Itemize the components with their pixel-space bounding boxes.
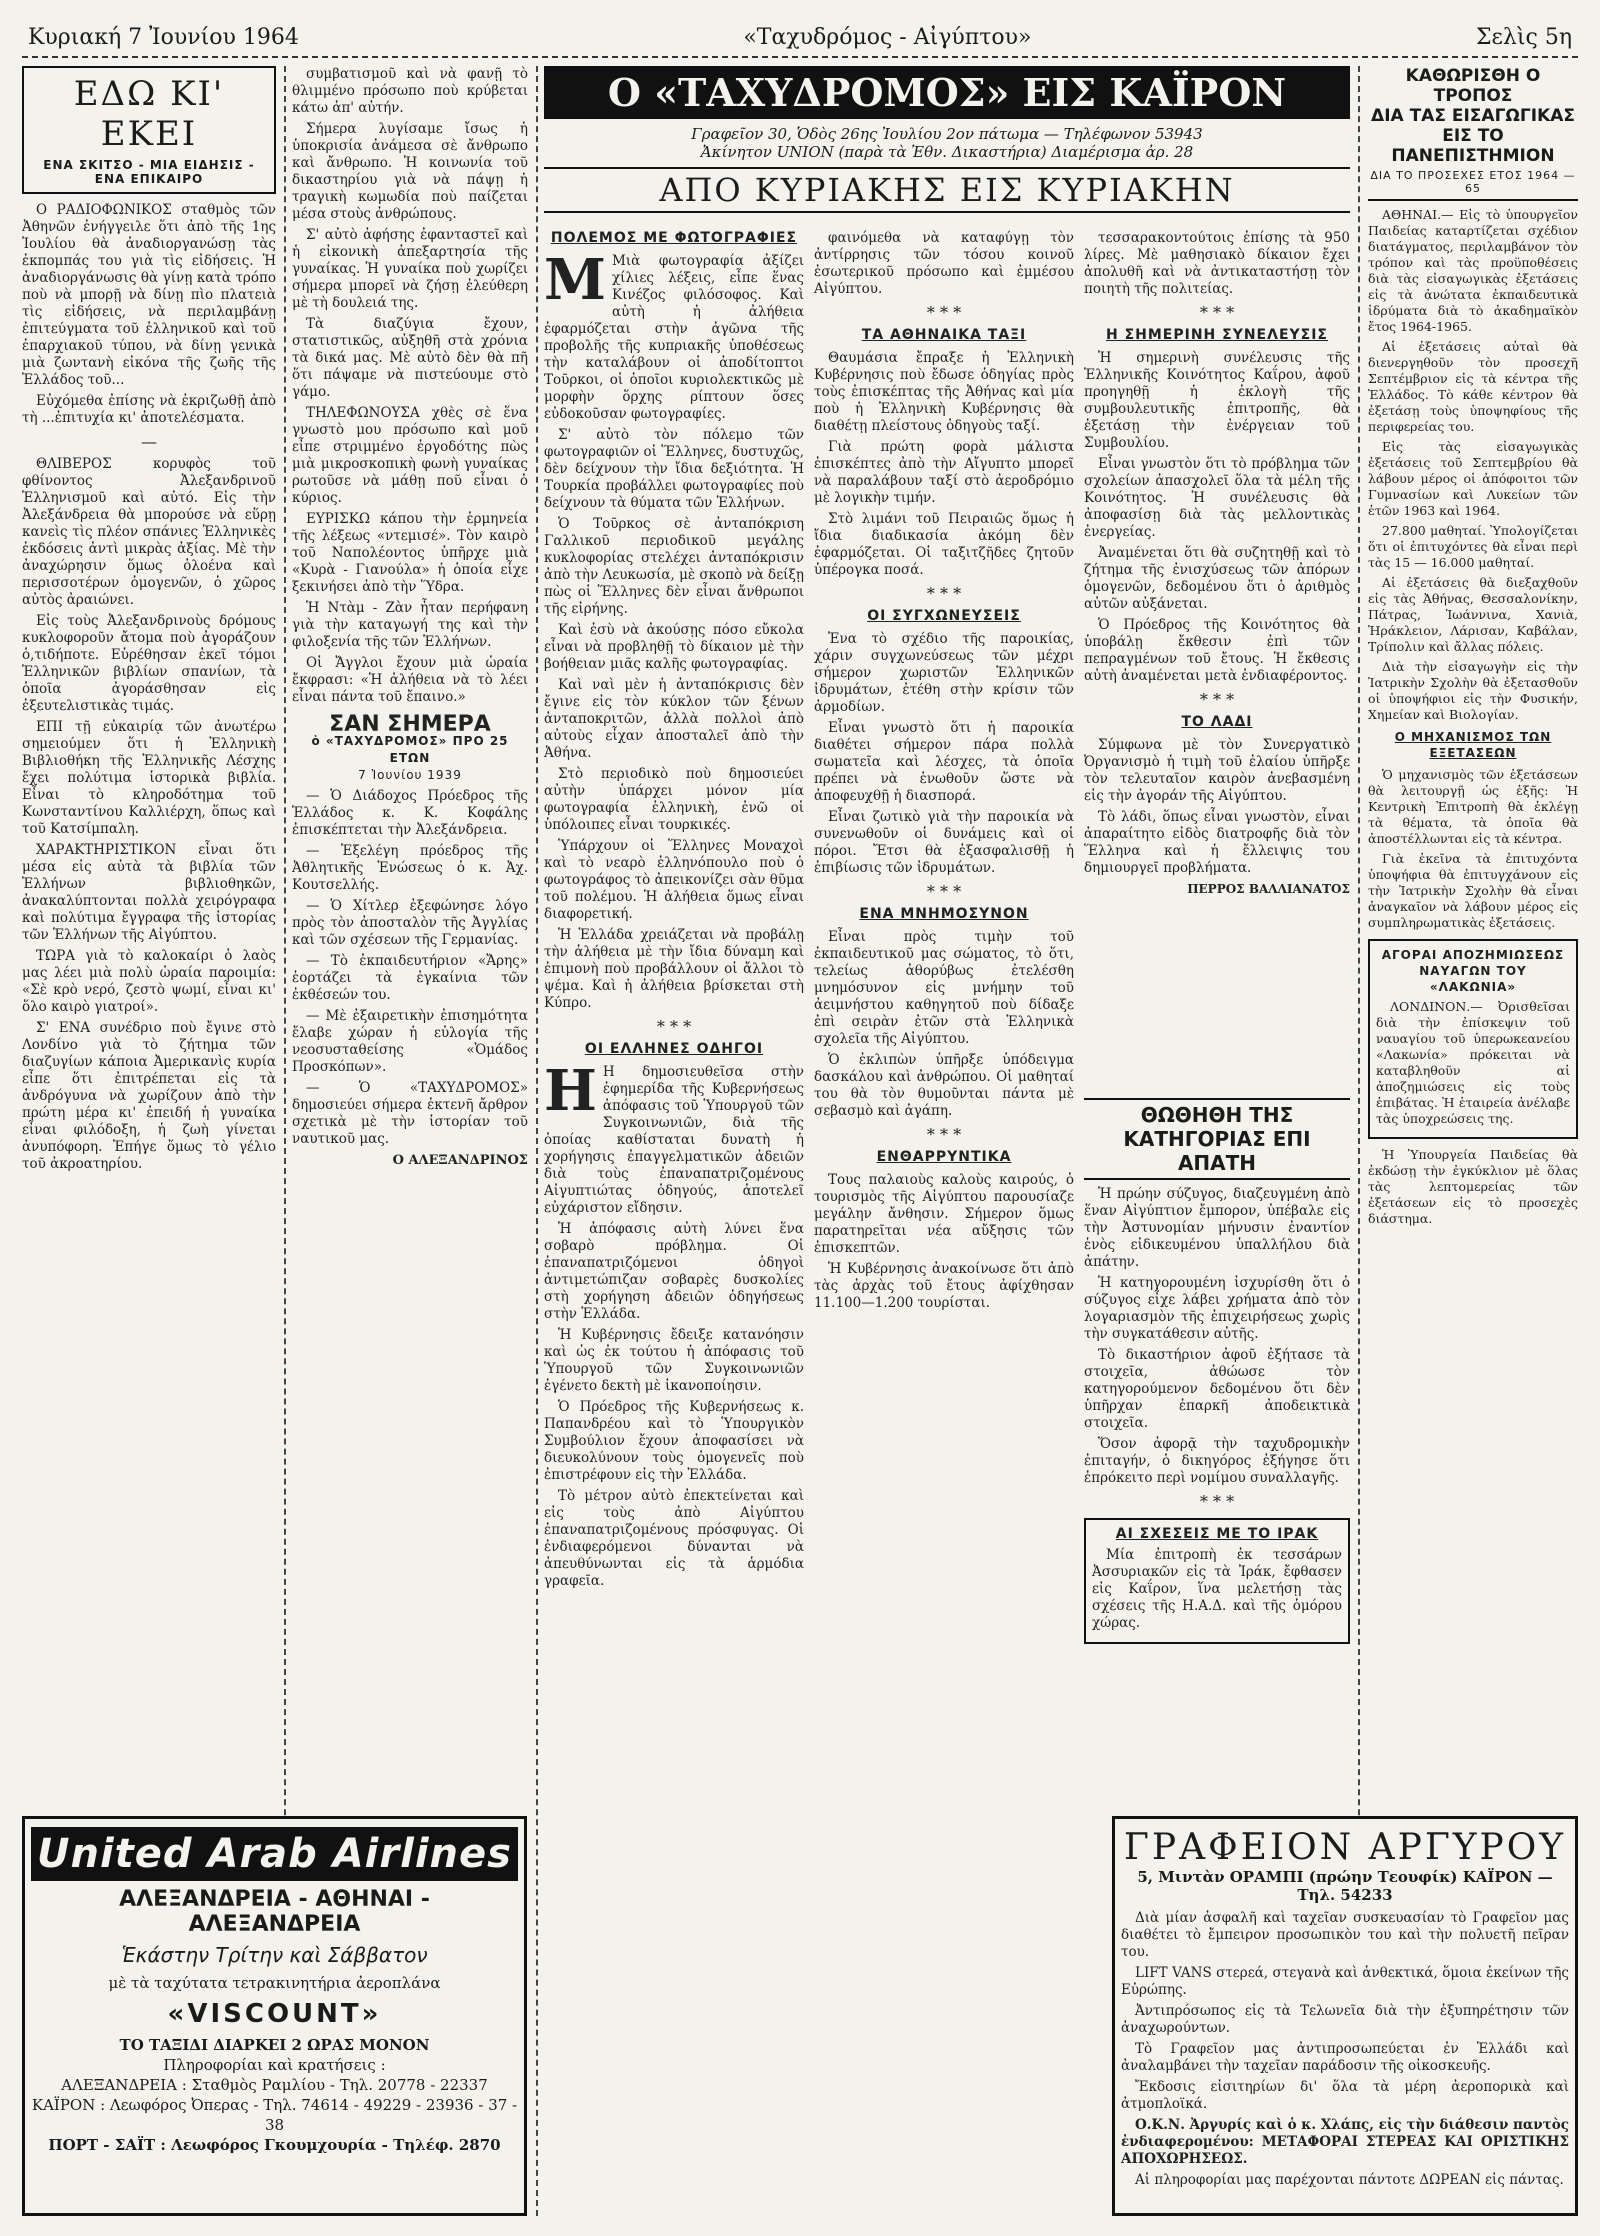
airline-info: Πληροφορίαι καὶ κρατήσεις : xyxy=(163,2056,386,2074)
paragraph: Μ Μιὰ φωτογραφία ἀξίζει χίλιες λέξεις, εἶπε ἕνας Κινέζος φιλόσοφος. Καὶ αὐτὴ ἡ ἀλήθεια ἐφαρμόζεται στὴν ἀγῶνα τῆς προβολῆς τῆς κυπριακῆς ὑποθέσεως τὴν καταλάβουν οἱ ἀποδίτοπτοι Τοῦρκοι, οἱ ὁποῖοι κυριολεκτικῶς μὲ μορφὴν ὅρχης ρίπτουν ὅσες εὐδοκοῦσαν φωτογραφίες. xyxy=(544,247,804,422)
today-subtitle: ὁ «ΤΑΧΥΔΡΟΜΟΣ» ΠΡΟ 25 ΕΤΩΝ xyxy=(311,734,509,765)
paragraph: Διὰ τὴν εἰσαγωγὴν εἰς τὴν Ἰατρικὴν Σχολὴν θὰ ἐξετασθοῦν οἱ ὑποψήφιοι εἰς τὴν Φυσικήν, Χημείαν καὶ Βιολογίαν. xyxy=(1368,659,1578,722)
paragraph: ΤΗΛΕΦΩΝΟΥΣΑ χθὲς σὲ ἕνα γνωστὸ μου πρόσωπο καὶ μοῦ εἶπε στριμμένο ἐργοδότης πὼς μιὰ μικροσκοπικὴ φωνὴ γυναίκας ρωτοῦσε νὰ μάθῃ ποῦ εἶναι ὁ κύριος. xyxy=(292,405,528,506)
paragraph: ΕΠΙ τῇ εὐκαιρίᾳ τῶν ἀνωτέρω σημειούμεν ὅτι ἡ Ἑλληνικὴ Βιβλιοθήκη τῆς Ἑλληνικῆς Λέσχης ἔχει πολύτιμα ἱστορικὰ βιβλία. Εἶναι τὸ κληροδότημα τοῦ Κωνσταντίνου Καλλιέρχη, ὅπως καὶ τοῦ Κατσίμπαλη. xyxy=(22,719,276,837)
today-date: 7 Ἰουνίου 1939 xyxy=(358,768,462,782)
paragraph: Εἰς τοὺς Ἀλεξανδρινοὺς δρόμους κυκλοφοροῦν ἄτομα ποὺ ἀγοράζουν ὁ,τιδήποτε. Εὑρέθησαν ἐκεῖ τόμοι Ἑλληνικῶν βιβλίων σπανίων, τὰ ὁποῖα ἀγοράσθησαν εἰς ἐξευτελιστικὰς τιμάς. xyxy=(22,613,276,714)
byline: ΠΕΡΡΟΣ ΒΑΛΛΙΑΝΑΤΟΣ xyxy=(1187,882,1350,896)
airline-advertisement xyxy=(22,1816,527,2216)
paragraph: Ἡ πρώην σύζυγος, διαζευγμένη ἀπὸ ἕναν Αἰγύπτιον ἔμπορον, ὑπέβαλε εἰς τὴν Ἀστυνομίαν μήνυσιν ἐναντίον ἑνὸς εἰδικευμένου ὑπαλλήλου διὰ ἀπάτην. xyxy=(1084,1186,1350,1270)
section-heading: ΕΝΘΑΡΡΥΝΤΙΚΑ xyxy=(876,1149,1012,1165)
paragraph: Καὶ ἐσὺ νὰ ἀκούσῃς πόσο εὔκολα εἶναι νὰ προβληθῇ τὸ δίκαιον μὲ τὴν βοήθειαν μιᾶς καλῆς φωτογραφίας. xyxy=(544,622,804,672)
column-6 xyxy=(1368,66,1578,1806)
exam-title-4: ΔΙΑ ΤΟ ΠΡΟΣΕΧΕΣ ΕΤΟΣ 1964 — 65 xyxy=(1370,169,1576,195)
paragraph: Εἶναι πρὸς τιμὴν τοῦ ἐκπαιδευτικοῦ μας σώματος, τὸ ὅτι, τελείως ἀθορύβως ἐτελέσθη μνημόσυνον εἰς μνήμην τοῦ ἀειμνήστου καθηγητοῦ ποὺ δίδαξε ἐπὶ σειρὰν ἐτῶν στὰ Ἑλληνικὰ σχολεῖα τῆς Αἰγύπτου. xyxy=(814,929,1074,1047)
column-6-text xyxy=(1368,207,1578,1227)
argyrou-address: 5, Μιντὰν ΟΡΑΜΠΙ (πρώην Τεουφίκ) ΚΑΪΡΟΝ — Τηλ. 54233 xyxy=(1137,1868,1553,1904)
paragraph: Γιὰ ἐκεῖνα τὰ ἐπιτυχόντα ὑποψήφια θὰ ἐπιτυγχάνουν εἰς τὴν Ἰατρικὴν Σχολὴν θὰ εἶναι ἀναγκαῖον νὰ λάβουν μέρος εἰς συμπληρωματικὰς ἐξετάσεις. xyxy=(1368,851,1578,930)
paragraph: Καὶ ναὶ μὲν ἡ ἀνταπόκρισις δὲν ἔγινε εἰς τὸν κύκλον τῶν ξένων ἀνταποκριτῶν, ἀλλὰ πολλοὶ ἀπὸ αὐτοὺς εἶχαν ἀποσταλεῖ ἀπὸ τὴν Ἀθήνα. xyxy=(544,677,804,761)
paragraph: ΑΘΗΝΑΙ.— Εἰς τὸ ὑπουργεῖον Παιδείας καταρτίζεται σχέδιον διατάγματος, περιλαμβάνον τὸν τρόπον καὶ τὰς προϋποθέσεις διὰ τὰς εἰσαγωγικὰς ἐξετάσεις εἰς τὰ ἀνώτατα ἐκπαιδευτικὰ ἱδρύματα διὰ τὸ ἀκαδημαϊκὸν ἔτος 1964-1965. xyxy=(1368,207,1578,334)
banner-address-1: Γραφεῖον 30, Ὁδὸς 26ης Ἰουλίου 2ον πάτωμα — Τηλέφωνον 53943 xyxy=(691,125,1203,143)
paragraph: φαινόμεθα νὰ καταφύγῃ τὸν ἀντίρρησις τῶν τόσου κοινοῦ ἐσωτερικοῦ πρόσωπο καὶ ἐμμέσου Αἰγύπτου. xyxy=(814,230,1074,297)
paragraph: ΛΟΝΔΙΝΟΝ.— Ὀρισθεῖσαι διὰ τὴν ἐπίσκεψιν τοῦ ναυαγίου τοῦ ὑπερωκεανείου «Λακωνία» πρόκειται νὰ καταβληθοῦν αἱ ἀποζημιώσεις εἰς τοὺς ἐπιβάτας. Ἡ ἑταιρεία ἀνέλαβε τὰς ὑποχρεώσεις της. xyxy=(1376,999,1570,1126)
paragraph: — Ὁ Διάδοχος Πρόεδρος τῆς Ἑλλάδος κ. Κ. Κοφάλης ἐπισκέπτεται τὴν Ἀλεξάνδρεια. xyxy=(292,788,528,838)
argyrou-advertisement xyxy=(1112,1816,1578,2216)
paragraph: Σ' αὐτὸ τὸν πόλεμο τῶν φωτογραφιῶν οἱ Ἕλληνες, δυστυχῶς, δὲν δείχνουν τὴν ἴδια δεξιότητα. Ἡ Τουρκία προβάλλει φωτογραφίες ποὺ δείχνουν τὰ θύματα τῶν Ἑλλήνων. xyxy=(544,427,804,511)
paragraph: — Ἐξελέγη πρόεδρος τῆς Ἀθλητικῆς Ἑνώσεως ὁ κ. Ἀχ. Κουτσελλής. xyxy=(292,843,528,893)
column-5-lower: ΘΩΘΗΘΗ ΤΗΣ ΚΑΤΗΓΟΡΙΑΣ ΕΠΙ ΑΠΑΤΗ Ἡ πρώην σύζυγος, διαζευγμένη ἀπὸ ἕναν Αἰγύπτιον ἔμπορον, ὑπέβαλε εἰς τὴν Ἀστυνομίαν μήνυσιν ἐναντίον ἑνὸς εἰδικευμένου ὑπαλλήλου διὰ ἀπάτην. Ἡ κατηγορουμένη ἰσχυρίσθη ὅτι ὁ σύζυγος εἶχε λάβει χρήματα ἀπὸ τὸν λογαριασμὸν τῆς ἐπιχειρήσεως χωρὶς τὴν συγκατάθεσιν αὐτῆς. Τὸ δικαστήριον ἀφοῦ ἐξήτασε τὰ στοιχεῖα, ἀθώωσε τὸν κατηγορούμενον δεδομένου ὅτι δὲν ὑπῆρχαν ἐπαρκῆ ἀποδεικτικὰ στοιχεῖα. Ὅσον ἀφορᾷ τὴν ταχυδρομικὴν ἐπιταγήν, ὁ δικηγόρος ἐξήγησε ὅτι ἐπρόκειτο περὶ νομίμου συναλλαγῆς. * * * ΑΙ ΣΧΕΣΕΙΣ ΜΕ ΤΟ ΙΡΑΚ Μία ἐπιτροπὴ ἐκ τεσσάρων Ἀσσυριακῶν εἰς τὰ Ἰράκ, ἔφθασεν εἰς Καΐρον, ἵνα μελετήσῃ τὰς σχέσεις τῆς Η.Α.Δ. καὶ τῆς ὁμόρου χώρας. xyxy=(1084,1098,1350,2216)
paragraph: Θαυμάσια ἔπραξε ἡ Ἑλληνικὴ Κυβέρνησις ποὺ ἔδωσε ὁδηγίας πρὸς τοὺς ἐπισκέπτας τῆς Ἀθήνας καὶ μία ποὺ ἡ Ἑλληνικὴ Κυβέρνησις θὰ διαθέτῃ πλείστους ὁδηγοὺς ταξί. xyxy=(814,350,1074,434)
paragraph: Εὐχόμεθα ἐπίσης νὰ ἐκριζωθῇ ἀπὸ τὴ ...ἐπιτυχία κι' ἀποτελέσματα. xyxy=(22,393,276,426)
paragraph: ΘΛΙΒΕΡΟΣ κορυφὸς τοῦ φθίνοντος Ἀλεξανδρινοῦ Ἑλληνισμοῦ καὶ αὐτό. Εἰς τὴν Ἀλεξάνδρεια θὰ μπορούσε νὰ εὕρῃ κανεὶς τὶς πλέον σπάνιες Ἑλληνικὲς ἐκδόσεις ἀντὶ μικρὰς ἀξίας. Μὲ τὴν ἀναχώρησιν ὅμως ὁλοένα καὶ περισσοτέρων ὁμογενῶν, ὁ χῶρος αὐτὸς ἀραιώνει. xyxy=(22,456,276,608)
airline-plane: μὲ τὰ ταχύτατα τετρακινητήρια ἀεροπλάνα xyxy=(108,1974,441,1992)
paragraph: Ἡ Κυβέρνησις ἔδειξε κατανόησιν καὶ ὡς ἐκ τούτου ἡ ἀπόφασις τοῦ Ὑπουργοῦ τῶν Συγκοινωνιῶν ἐγένετο δεκτὴ μὲ ἱκανοποίησιν. xyxy=(544,1327,804,1394)
airline-port-said: ΠΟΡΤ - ΣΑΪΤ : Λεωφόρος Γκουμχουρία - Τηλέφ. 2870 xyxy=(48,2136,501,2154)
paragraph: Ὅσον ἀφορᾷ τὴν ταχυδρομικὴν ἐπιταγήν, ὁ δικηγόρος ἐξήγησε ὅτι ἐπρόκειτο περὶ νομίμου συναλλαγῆς. xyxy=(1084,1436,1350,1486)
paragraph: Σ' αὐτὸ ἀφήσης ἐφανταστεῖ καὶ ἡ εἰκονικὴ ἀπεξαρτησία τῆς γυναίκας. Ἡ γυναίκα ποὺ χωρίζει σήμερα μπορεῖ νὰ ζήσῃ ἐλεύθερη μὲ τὴ δουλειά της. xyxy=(292,227,528,311)
paragraph: Στὸ περιοδικὸ ποὺ δημοσιεύει αὐτὴν ὑπάρχει μόνον μία φωτογραφία ἑλληνικὴ, ἐνῶ οἱ ὑπόλοιπες εἶναι τουρκικές. xyxy=(544,766,804,833)
section-title: ΑΠΟ ΚΥΡΙΑΚΗΣ ΕΙΣ ΚΥΡΙΑΚΗΝ xyxy=(544,167,1350,213)
issue-date: Κυριακή 7 Ἰουνίου 1964 xyxy=(22,25,305,50)
section-heading: ΤΑ ΑΘΗΝΑΙΚΑ ΤΑΞΙ xyxy=(861,327,1027,343)
paragraph: — Ὁ Χίτλερ ἐξεφώνησε λόγο πρὸς τὸν ἀποσταλὸν τῆς Ἀγγλίας καὶ τῶν σχέσεων τῆς Γερμανίας. xyxy=(292,898,528,948)
cairo-banner xyxy=(544,66,1350,213)
paragraph: Τους παλαιοὺς καλοὺς καιρούς, ὁ τουρισμὸς τῆς Αἰγύπτου παρουσίαζε μεγάλην ἄνθησιν. Σήμερον ὅμως παρατηρεῖται νέα αὔξησις τῶν ἐπισκεπτῶν. xyxy=(814,1172,1074,1256)
paragraph: Μία ἐπιτροπὴ ἐκ τεσσάρων Ἀσσυριακῶν εἰς τὰ Ἰράκ, ἔφθασεν εἰς Καΐρον, ἵνα μελετήσῃ τὰς σχέσεις τῆς Η.Α.Δ. καὶ τῆς ὁμόρου χώρας. xyxy=(1092,1547,1342,1631)
page-number: Σελὶς 5η xyxy=(1470,25,1578,50)
paragraph: — Ὁ «ΤΑΧΥΔΡΟΜΟΣ» δημοσιεύει σήμερα ἐκτενῆ ἄρθρον σχετικὰ μὲ τὴν ἱστορίαν τοῦ ναυτικοῦ μας. xyxy=(292,1080,528,1147)
iraq-box xyxy=(1084,1518,1350,1644)
airline-route: ΑΛΕΞΑΝΔΡΕΙΑ - ΑΘΗΝΑΙ - ΑΛΕΞΑΝΔΡΕΙΑ xyxy=(119,1887,430,1937)
ad-line: Ο.Κ.Ν. Ἀργυρίς καὶ ὁ κ. Χλάπς, εἰς τὴν διάθεσιν παντὸς ἐνδιαφερομένου: ΜΕΤΑΦΟΡΑΙ ΣΤΕΡΕΑΣ ΚΑΙ ΟΡΙΣΤΙΚΗΣ ΑΠΟΧΩΡΗΣΕΩΣ. xyxy=(1121,2117,1569,2167)
airline-days: Ἑκάστην Τρίτην καὶ Σάββατον xyxy=(121,1943,428,1967)
column-4 xyxy=(814,230,1074,2216)
airline-duration: ΤΟ ΤΑΞΙΔΙ ΔΙΑΡΚΕΙ 2 ΩΡΑΣ ΜΟΝΟΝ xyxy=(119,2036,430,2054)
paragraph: Εἶναι ζωτικὸ γιὰ τὴν παροικία νὰ συνενωθοῦν οἱ δυνάμεις καὶ οἱ πόροι. Ἔτσι θὰ ἐξασφαλισθῇ ἡ ἐπιβίωσις τῶν ἰδρυμάτων. xyxy=(814,809,1074,876)
separator: — xyxy=(141,432,157,451)
paragraph: Ἐνα τὸ σχέδιο τῆς παροικίας, χάριν συγχωνεύσεως τῶν μέχρι σήμερον χωριστῶν Ἑλληνικῶν ἰδρυμάτων, ἐτέθη στὴν κρίσιν τῶν ἀρμοδίων. xyxy=(814,631,1074,715)
laconia-title: ΑΓΟΡΑΙ ΑΠΟΖΗΜΙΩΣΕΩΣ ΝΑΥΑΓΩΝ ΤΟΥ «ΛΑΚΩΝΙΑ» xyxy=(1381,948,1565,994)
section-heading: ΕΝΑ ΜΝΗΜΟΣΥΝΟΝ xyxy=(859,906,1029,922)
kicker: ΠΟΛΕΜΟΣ ΜΕ ΦΩΤΟΓΡΑΦΙΕΣ xyxy=(550,230,798,246)
paragraph: Ὁ Πρόεδρος τῆς Κοινότητος θὰ ὑποβάλῃ ἔκθεσιν ἐπὶ τῶν πεπραγμένων τοῦ ἔτους. Ἡ ἔκθεσις αὐτὴ ἀναμένεται μετὰ ἐνδιαφέροντος. xyxy=(1084,617,1350,684)
paragraph: Ὑπάρχουν οἱ Ἕλληνες Μοναχοὶ καὶ τὸ νεαρὸ ἑλληνόπουλο ποὺ ὁ φωτογράφος τὸ ἀπεικονίζει σὰν θῦμα τοῦ πολέμου. Ἡ ἀλήθεια ὅμως εἶναι διαφορετική. xyxy=(544,838,804,922)
paragraph: Τὰ διαζύγια ἔχουν, στατιστικῶς, αὐξηθῆ στὰ χρόνια τὰ δικά μας. Μὲ αὐτὸ δὲν θὰ πῆ ὅτι πάψαμε νὰ πιστεύουμε στὸ γάμο. xyxy=(292,316,528,400)
exam-header xyxy=(1368,66,1578,201)
paragraph: ΤΩΡΑ γιὰ τὸ καλοκαίρι ὁ λαὸς μας λέει μιὰ πολὺ ὡραία παροιμία: «Σὲ κρὸ νερό, ζεστὸ ψωμί, εἶναι κι' ὅλο καιρὸ γιατροί». xyxy=(22,948,276,1015)
banner-title: Ο «ΤΑΧΥΔΡΟΜΟΣ» ΕΙΣ ΚΑΪΡΟΝ xyxy=(544,66,1350,119)
iraq-title: ΑΙ ΣΧΕΣΕΙΣ ΜΕ ΤΟ ΙΡΑΚ xyxy=(1115,1526,1319,1542)
ad-line: Ἔκδοσις εἰσιτηρίων δι' ὅλα τὰ μέρη ἀεροπορικὰ καὶ ἀτμοπλοϊκά. xyxy=(1121,2079,1569,2112)
paragraph: Τὸ δικαστήριον ἀφοῦ ἐξήτασε τὰ στοιχεῖα, ἀθώωσε τὸν κατηγορούμενον δεδομένου ὅτι δὲν ὑπῆρχαν ἐπαρκῆ ἀποδεικτικὰ στοιχεῖα. xyxy=(1084,1347,1350,1431)
airline-name: United Arab Airlines xyxy=(31,1827,518,1881)
paragraph: ΧΑΡΑΚΤΗΡΙΣΤΙΚΟΝ εἶναι ὅτι μέσα εἰς αὐτὰ τὰ βιβλία τῶν Ἑλλήνων βιβλιοθηκῶν, ἀνακαλύπτονται πολλὰ χειρόγραφα καὶ πολύτιμα ἔγγραφα τῆς ἱστορίας τῶν Ἑλλήνων τῆς Αἰγύπτου. xyxy=(22,842,276,943)
feature-title: ΕΔΩ ΚΙ' ΕΚΕΙ xyxy=(73,74,225,154)
argyrou-name: ΓΡΑΦΕΙΟΝ ΑΡΓΥΡΟΥ xyxy=(1123,1827,1567,1868)
airline-alexandria: ΑΛΕΞΑΝΔΡΕΙΑ : Σταθμὸς Ραμλίου - Τηλ. 20778 - 22337 xyxy=(61,2076,488,2094)
ad-line: Τὸ Γραφεῖον μας ἀντιπροσωπεύεται ἐν Ἑλλάδι καὶ ἀναλαμβάνει τὴν ταχεῖαν παράδοσιν τῆς οἰκοσκευῆς. xyxy=(1121,2041,1569,2074)
paragraph: Ὁ ἐκλιπὼν ὑπῆρξε ὑπόδειγμα δασκάλου καὶ ἀνθρώπου. Οἱ μαθηταί του θὰ τὸν θυμοῦνται πάντα μὲ σεβασμὸ καὶ ἀγάπη. xyxy=(814,1052,1074,1119)
airline-cairo: ΚΑΪΡΟΝ : Λεωφόρος Ὀπερας - Τηλ. 74614 - 49229 - 23936 - 37 - 38 xyxy=(31,2096,518,2134)
paragraph: 27.800 μαθηταί. Ὑπολογίζεται ὅτι οἱ ἐπιτυχόντες θὰ εἶναι περὶ τὰς 15 — 16.000 μαθηταί. xyxy=(1368,523,1578,570)
column-1-text xyxy=(22,202,276,1173)
paper-name: «Ταχυδρόμος - Αἰγύπτου» xyxy=(737,25,1037,50)
paragraph: — Τὸ ἐκπαιδευτήριον «Ἄρης» ἑορτάζει τὰ ἐγκαίνια τῶν ἐκθέσεών του. xyxy=(292,953,528,1003)
ad-line: LIFT VANS στερεά, στεγανὰ καὶ ἀνθεκτικά, ὅμοια ἐκείνων τῆς Εὐρώπης. xyxy=(1121,1965,1569,1998)
section-heading: ΟΙ ΣΥΓΧΩΝΕΥΣΕΙΣ xyxy=(867,608,1021,624)
paragraph: Ἡ Ντὰμ - Ζὰν ἦταν περήφανη γιὰ τὴν καταγωγή της καὶ τὴν φιλοξενία τῆς τῶν Ἑλλήνων. xyxy=(292,600,528,650)
feature-header-box xyxy=(22,66,276,194)
signature: Ο ΑΛΕΞΑΝΔΡΙΝΟΣ xyxy=(392,1153,528,1168)
column-2 xyxy=(292,66,528,1806)
exam-title-2: ΔΙΑ ΤΑΣ ΕΙΣΑΓΩΓΙΚΑΣ xyxy=(1371,106,1575,126)
paragraph: Γιὰ πρώτη φορὰ μάλιστα ἐπισκέπτες ἀπὸ τὴν Αἴγυπτο μπορεῖ νὰ παραλάβουν ταξί στὸ ἀεροδρόμιο μὲ λογικὴν τιμήν. xyxy=(814,439,1074,506)
paragraph: Ἡ σημερινὴ συνέλευσις τῆς Ἑλληνικῆς Κοινότητος Καΐρου, ἀφοῦ προηγηθῇ ἡ ἐκλογὴ τῆς συμβουλευτικῆς ἐπιτροπῆς, θὰ ἐξετάσῃ τὴν ἐνέργειαν τοῦ Συμβουλίου. xyxy=(1084,350,1350,451)
column-5-text: τεσσαρακοντούτοις ἐπίσης τὰ 950 λίρες. Μὲ μαθησιακὸ δίκαιον ἔχει ἀπολυθῆ καὶ νὰ ἀντικαταστήσῃ τὸν ποιητὴ τῆς πολιτείας. * * * Η ΣΗΜΕΡΙΝΗ ΣΥΝΕΛΕΥΣΙΣ Ἡ σημερινὴ συνέλευσις τῆς Ἑλληνικῆς Κοινότητος Καΐρου, ἀφοῦ προηγηθῇ ἡ ἐκλογὴ τῆς συμβουλευτικῆς ἐπιτροπῆς, θὰ ἐξετάσῃ τὴν ἐνέργειαν τοῦ Συμβουλίου. Εἶναι γνωστὸν ὅτι τὸ πρόβλημα τῶν σχολείων ἀπασχολεῖ ὅλα τὰ μέλη τῆς Κοινότητος. Ἡ συνέλευσις θὰ ἀποφασίσῃ διὰ τὰς μελλοντικὰς ἐνεργείας. Ἀναμένεται ὅτι θὰ συζητηθῇ καὶ τὸ ζήτημα τῆς ἐνισχύσεως τῶν ἀπόρων ὁμογενῶν, δεδομένου ὅτι ὁ ἀριθμὸς αὐτῶν αὐξάνεται. Ὁ Πρόεδρος τῆς Κοινότητος θὰ ὑποβάλῃ ἔκθεσιν ἐπὶ τῶν πεπραγμένων τοῦ ἔτους. Ἡ ἔκθεσις αὐτὴ ἀναμένεται μετὰ ἐνδιαφέροντος. * * * ΤΟ ΛΑΔΙ Σύμφωνα μὲ τὸν Συνεργατικὸ Ὀργανισμὸ ἡ τιμὴ τοῦ ἐλαίου ὑπῆρξε τὸν τελευταῖον καιρὸν ἀνεβασμένη εἰς τὴν ἀγοράν τῆς Αἰγύπτου. Τὸ λάδι, ὅπως εἶναι γνωστὸν, εἶναι ἀπαραίτητο εἰδὸς διατροφῆς διὰ τὸν Ἕλληνα καὶ ἡ ἔλλειψις του δημιουργεῖ προβλήματα. ΠΕΡΡΟΣ ΒΑΛΛΙΑΝΑΤΟΣ xyxy=(1084,230,1350,896)
paragraph: Ἀναμένεται ὅτι θὰ συζητηθῇ καὶ τὸ ζήτημα τῆς ἐνισχύσεως τῶν ἀπόρων ὁμογενῶν, δεδομένου ὅτι ὁ ἀριθμὸς αὐτῶν αὐξάνεται. xyxy=(1084,545,1350,612)
paragraph: ΕΥΡΙΣΚΩ κάπου τὴν ἑρμηνεία τῆς λέξεως «ντεμισέ». Τὸν καιρὸ τοῦ Ναπολέοντος ὑπῆρχε μιὰ «Κυρὰ - Γιανούλα» ἡ ὁποία εἶχε ξεκινήσει ἀπὸ τὴν Ὕδρα. xyxy=(292,511,528,595)
feature-subtitle: ΕΝΑ ΣΚΙΤΣΟ - ΜΙΑ ΕΙΔΗΣΙΣ - ΕΝΑ ΕΠΙΚΑΙΡΟ xyxy=(43,158,255,186)
exam-title-1: ΚΑΘΩΡΙΣΘΗ Ο ΤΡΟΠΟΣ xyxy=(1405,66,1541,106)
paragraph: Οἱ Ἄγγλοι ἔχουν μιὰ ὡραία ἔκφρασι: «Ἡ ἀλήθεια νὰ τὸ λέει εἶναι πάντα τοῦ ἔπαινο.» xyxy=(292,655,528,705)
ad-line: Ἀντιπρόσωπος εἰς τὰ Τελωνεῖα διὰ τὴν ἐξυπηρέτησιν τῶν ἀναχωρούντων. xyxy=(1121,2003,1569,2036)
column-3-text: ΠΟΛΕΜΟΣ ΜΕ ΦΩΤΟΓΡΑΦΙΕΣ Μ Μιὰ φωτογραφία ἀξίζει χίλιες λέξεις, εἶπε ἕνας Κινέζος φιλόσοφος. Καὶ αὐτὴ ἡ ἀλήθεια ἐφαρμόζεται στὴν ἀγῶνα τῆς προβολῆς τῆς κυπριακῆς ὑποθέσεως τὴν καταλάβουν οἱ ἀποδίτοπτοι Τοῦρκοι, οἱ ὁποῖοι κυριολεκτικῶς μὲ μορφὴν ὅρχης ρίπτουν ὅσες εὐδοκοῦσαν φωτογραφίες. Σ' αὐτὸ τὸν πόλεμο τῶν φωτογραφιῶν οἱ Ἕλληνες, δυστυχῶς, δὲν δείχνουν τὴν ἴδια δεξιότητα. Ἡ Τουρκία προβάλλει φωτογραφίες ποὺ δείχνουν τὰ θύματα τῶν Ἑλλήνων. Ὁ Τοῦρκος σὲ ἀνταπόκριση Γαλλικοῦ περιοδικοῦ μεγάλης κυκλοφορίας στελέχει ἀνταπόκρισιν ἀπὸ τὴν Λευκωσία, μὲ σκοπὸ νὰ δείξῃ πὼς οἱ Ἕλληνες δὲν εἶναι ἄνθρωποι τῆς εἰρήνης. Καὶ ἐσὺ νὰ ἀκούσῃς πόσο εὔκολα εἶναι νὰ προβληθῇ τὸ δίκαιον μὲ τὴν βοήθειαν μιᾶς καλῆς φωτογραφίας. Καὶ ναὶ μὲν ἡ ἀνταπόκρισις δὲν ἔγινε εἰς τὸν κύκλον τῶν ξένων ἀνταποκριτῶν, ἀλλὰ πολλοὶ ἀπὸ αὐτοὺς εἶχαν ἀποσταλεῖ ἀπὸ τὴν Ἀθήνα. Στὸ περιοδικὸ ποὺ δημοσιεύει αὐτὴν ὑπάρχει μόνον μία φωτογραφία ἑλληνικὴ, ἐνῶ οἱ ὑπόλοιπες εἶναι τουρκικές. Ὑπάρχουν οἱ Ἕλληνες Μοναχοὶ καὶ τὸ νεαρὸ ἑλληνόπουλο ποὺ ὁ φωτογράφος τὸ ἀπεικονίζει σὰν θῦμα τοῦ πολέμου. Ἡ ἀλήθεια ὅμως εἶναι διαφορετική. Ἡ Ἑλλάδα χρειάζεται νὰ προβάλῃ τὴν ἀλήθεια μὲ τὴν ἴδια δύναμη καὶ ἐπιμονὴ ποὺ προβάλλουν οἱ ἄλλοι τὸ ψέμα. Καὶ ἡ ἀλήθεια βρίσκεται στὴ Κύπρο. * * * ΟΙ ΕΛΛΗΝΕΣ ΟΔΗΓΟΙ Η Η δημοσιευθεῖσα στὴν ἐφημερίδα τῆς Κυβερνήσεως ἀπόφασις τοῦ Ὑπουργοῦ τῶν Συγκοινωνιῶν, διὰ τῆς ὁποίας καθίσταται δυνατὴ ἡ χορήγησις ἐπαγγελματικῶν ἀδειῶν διὰ τοὺς ἐπαναπατριζομένους Αἰγυπτιώτας ὁδηγούς, ἀποτελεῖ εὐχάριστον εἴδησιν. Ἡ ἀπόφασις αὐτὴ λύνει ἕνα σοβαρὸ πρόβλημα. Οἱ ἐπαναπατριζόμενοι ὁδηγοὶ ἀντιμετώπιζαν σοβαρὲς δυσκολίες στὴ χορήγηση ἀδειῶν ὁδηγήσεως στὴν Ἑλλάδα. Ἡ Κυβέρνησις ἔδειξε κατανόησιν καὶ ὡς ἐκ τούτου ἡ ἀπόφασις τοῦ Ὑπουργοῦ τῶν Συγκοινωνιῶν ἐγένετο δεκτὴ μὲ ἱκανοποίησιν. Ὁ Πρόεδρος τῆς Κυβερνήσεως κ. Παπανδρέου καὶ τὸ Ὑπουργικὸν Συμβούλιον ἔχουν ἀποφασίσει νὰ διευκολύνουν τοὺς ὁμογενεῖς ποὺ ἐπιστρέφουν εἰς τὴν Ἑλλάδα. Τὸ μέτρον αὐτὸ ἐπεκτείνεται καὶ εἰς τοὺς ἀπὸ Αἰγύπτου ἐπαναπατριζομένους πρόσφυγας. Οἱ ἐνδιαφερόμενοι δύνανται νὰ ἀπευθύνωνται εἰς τὰ ἁρμόδια γραφεῖα. xyxy=(544,230,804,1589)
newspaper-page xyxy=(22,18,1578,2218)
banner-address-2: Ἀκίνητον UNION (παρὰ τὰ Ἐθν. Δικαστήρια) Διαμέρισμα ἀρ. 28 xyxy=(700,143,1194,161)
ad-line: Διὰ μίαν ἀσφαλῆ καὶ ταχεῖαν συσκευασίαν τὸ Γραφεῖον μας διαθέτει τὸ ἔμπειρον προσωπικὸν του καὶ τὴν πολυετῆ πεῖραν του. xyxy=(1121,1910,1569,1960)
paragraph: Σήμερα λυγίσαμε ἴσως ἡ ὑποκρισία ἀνάμεσα σὲ ἄνθρωπο καὶ ἄνθρωπο. Ἡ κοινωνία τοῦ δικαστηρίου γιὰ νὰ πάψῃ ἡ τραγικὴ κωμωδία ποὺ παίζεται μέσα στοὺς ἀνθρώπους. xyxy=(292,121,528,222)
paragraph: συμβατισμοῦ καὶ νὰ φανῇ τὸ θλιμμένο πρόσωπο ποὺ κρύβεται κάτω ἀπ' αὐτήν. xyxy=(292,66,528,116)
paragraph: τεσσαρακοντούτοις ἐπίσης τὰ 950 λίρες. Μὲ μαθησιακὸ δίκαιον ἔχει ἀπολυθῆ καὶ νὰ ἀντικαταστήσῃ τὸν ποιητὴ τῆς πολιτείας. xyxy=(1084,230,1350,297)
today-title: ΣΑΝ ΣΗΜΕΡΑ xyxy=(329,712,491,737)
laconia-box xyxy=(1368,939,1578,1139)
running-header xyxy=(22,18,1578,58)
fraud-headline: ΘΩΘΗΘΗ ΤΗΣ ΚΑΤΗΓΟΡΙΑΣ ΕΠΙ ΑΠΑΤΗ xyxy=(1084,1098,1350,1180)
paragraph: Στὸ λιμάνι τοῦ Πειραιῶς ὅμως ἡ ἴδια διαδικασία ἀκόμη δὲν ἐφαρμόζεται. Οἱ ταξιτζῆδες ζητοῦν ὑπέρογκα ποσά. xyxy=(814,511,1074,578)
paragraph: Ἡ Κυβέρνησις ἀνακοίνωσε ὅτι ἀπὸ τὰς ἀρχὰς τοῦ ἔτους ἀφίχθησαν 11.100—1.200 τουρίσται. xyxy=(814,1261,1074,1311)
paragraph: Εἶναι γνωστὸν ὅτι τὸ πρόβλημα τῶν σχολείων ἀπασχολεῖ ὅλα τὰ μέλη τῆς Κοινότητος. Ἡ συνέλευσις θὰ ἀποφασίσῃ διὰ τὰς μελλοντικὰς ἐνεργείας. xyxy=(1084,456,1350,540)
column-rule xyxy=(536,66,538,2216)
paragraph: — Μὲ ἐξαιρετικὴν ἐπισημότητα ἔλαβε χώραν ἡ εὐλογία τῆς νεοσυσταθείσης «Ὁμάδος Προσκόπων». xyxy=(292,1008,528,1075)
paragraph: Ο ΡΑΔΙΟΦΩΝΙΚΟΣ σταθμὸς τῶν Ἀθηνῶν ἐνήγγειλε ὅτι ἀπὸ τῆς 1ης Ἰουλίου θὰ ἀναδιοργανώσῃ τὰς ἐκπομπάς του γιὰ τὶς εἰδήσεις. Ἡ ἀναδιοργάνωσις θὰ γίνῃ κατὰ τρόπο ποὺ νὰ μπορῇ νὰ δίνῃ πὶο πλατειὰ τὶς εἰδήσεις, νὰ περιλαμβάνῃ ἐπιτεύγματα τοῦ ἑλληνικοῦ καὶ τοῦ ἐπαρχιακοῦ τύπου, νὰ δίνῃ γενικὰ μιὰ ζωντανὴ εἰκόνα τῆς ζωῆς τῆς Ἑλλάδος τοῦ... xyxy=(22,202,276,388)
paragraph: Αἱ ἐξετάσεις θὰ διεξαχθοῦν εἰς τὰς Ἀθήνας, Θεσσαλονίκην, Πάτρας, Ἰωάννινα, Χανιὰ, Ἡράκλειον, Λάρισαν, Καβάλαν, Τρίπολιν καὶ ἄλλας πόλεις. xyxy=(1368,575,1578,654)
paragraph: Ἡ Ἑλλάδα χρειάζεται νὰ προβάλῃ τὴν ἀλήθεια μὲ τὴν ἴδια δύναμη καὶ ἐπιμονὴ ποὺ προβάλλουν οἱ ἄλλοι τὸ ψέμα. Καὶ ἡ ἀλήθεια βρίσκεται στὴ Κύπρο. xyxy=(544,927,804,1011)
paragraph: Ἡ Ὑπουργεία Παιδείας θὰ ἐκδώσῃ τὴν ἐγκύκλιον μὲ ὅλας τὰς λεπτομερείας τῶν ἐξετάσεων εἰς τὸ προσεχὲς διάστημα. xyxy=(1368,1147,1578,1226)
paragraph: Εἶναι γνωστὸ ὅτι ἡ παροικία διαθέτει σήμερον πάρα πολλὰ σωματεῖα καὶ λέσχες, τὰ ὁποῖα πρέπει νὰ ἑνωθοῦν ὥστε νὰ ἀποφευχθῇ ἡ διασπορά. xyxy=(814,720,1074,804)
section-heading: ΤΟ ΛΑΔΙ xyxy=(1181,714,1253,730)
paragraph: Σύμφωνα μὲ τὸν Συνεργατικὸ Ὀργανισμὸ ἡ τιμὴ τοῦ ἐλαίου ὑπῆρξε τὸν τελευταῖον καιρὸν ἀνεβασμένη εἰς τὴν ἀγοράν τῆς Αἰγύπτου. xyxy=(1084,737,1350,804)
ad-line: Αἱ πληροφορίαι μας παρέχονται πάντοτε ΔΩΡΕΑΝ εἰς πάντας. xyxy=(1135,2172,1564,2188)
paragraph: Ὁ Τοῦρκος σὲ ἀνταπόκριση Γαλλικοῦ περιοδικοῦ μεγάλης κυκλοφορίας στελέχει ἀνταπόκρισιν ἀπὸ τὴν Λευκωσία, μὲ σκοπὸ νὰ δείξῃ πὼς οἱ Ἕλληνες δὲν εἶναι ἄνθρωποι τῆς εἰρήνης. xyxy=(544,516,804,617)
paragraph: Τὸ λάδι, ὅπως εἶναι γνωστὸν, εἶναι ἀπαραίτητο εἰδὸς διατροφῆς διὰ τὸν Ἕλληνα καὶ ἡ ἔλλειψις του δημιουργεῖ προβλήματα. xyxy=(1084,809,1350,876)
paragraph: Σ' ΕΝΑ συνέδριο ποὺ ἔγινε στὸ Λονδίνο γιὰ τὸ ζήτημα τῶν διαζυγίων κάποια Ἀμερικανὶς κυρία εἶπε ὅτι ἐπιτρέπεται εἰς τὰ ἀνδρόγυνα νὰ χωρίζουν ἀπὸ τὴν πρώτη μέρα κι' ἐπειδή ἡ γυναίκα εἶναι φιλόδοξη, ἡ ζωὴ γίνεται ἀνυπόφορη. Ἐπήγε ὅμως τὸ γέλιο τοῦ ἀκροατηρίου. xyxy=(22,1020,276,1172)
paragraph: Τὸ μέτρον αὐτὸ ἐπεκτείνεται καὶ εἰς τοὺς ἀπὸ Αἰγύπτου ἐπαναπατριζομένους πρόσφυγας. Οἱ ἐνδιαφερόμενοι δύνανται νὰ ἀπευθύνωνται εἰς τὰ ἁρμόδια γραφεῖα. xyxy=(544,1488,804,1589)
paragraph: Αἱ ἐξετάσεις αὐταὶ θὰ διενεργηθοῦν τὸν προσεχῆ Σεπτέμβριον εἰς τὰ κέντρα τῆς Ἑλλάδος. Τὸ κάθε κέντρον θὰ ἐξετάσῃ τοὺς ὑποψηφίους τῆς περιφερείας του. xyxy=(1368,339,1578,434)
paragraph: Εἰς τὰς εἰσαγωγικὰς ἐξετάσεις τοῦ Σεπτεμβρίου θὰ λάβουν μέρος οἱ ἀπόφοιτοι τῶν Γυμνασίων καὶ Λυκείων τῶν ἐτῶν 1963 καὶ 1964. xyxy=(1368,439,1578,518)
paragraph: Ὁ μηχανισμὸς τῶν ἐξετάσεων θὰ λειτουργῇ ὡς ἑξῆς: Ἡ Κεντρικὴ Ἐπιτροπὴ θὰ ἐκλέγῃ τὰ θέματα, τὰ ὁποῖα θὰ ἀποστέλλωνται εἰς τὰ κέντρα. xyxy=(1368,767,1578,846)
paragraph: Ἡ ἀπόφασις αὐτὴ λύνει ἕνα σοβαρὸ πρόβλημα. Οἱ ἐπαναπατριζόμενοι ὁδηγοὶ ἀντιμετώπιζαν σοβαρὲς δυσκολίες στὴ χορήγηση ἀδειῶν ὁδηγήσεως στὴν Ἑλλάδα. xyxy=(544,1221,804,1322)
paragraph: Ὁ Πρόεδρος τῆς Κυβερνήσεως κ. Παπανδρέου καὶ τὸ Ὑπουργικὸν Συμβούλιον ἔχουν ἀποφασίσει νὰ διευκολύνουν τοὺς ὁμογενεῖς ποὺ ἐπιστρέφουν εἰς τὴν Ἑλλάδα. xyxy=(544,1399,804,1483)
exam-title-3: ΕΙΣ ΤΟ ΠΑΝΕΠΙΣΤΗΜΙΟΝ xyxy=(1391,126,1555,166)
column-2-text xyxy=(292,66,528,1169)
section-heading: ΟΙ ΕΛΛΗΝΕΣ ΟΔΗΓΟΙ xyxy=(584,1041,764,1057)
paragraph: Ἡ κατηγορουμένη ἰσχυρίσθη ὅτι ὁ σύζυγος εἶχε λάβει χρήματα ἀπὸ τὸν λογαριασμὸν τῆς ἐπιχειρήσεως χωρὶς τὴν συγκατάθεσιν αὐτῆς. xyxy=(1084,1275,1350,1342)
section-heading: Ο ΜΗΧΑΝΙΣΜΟΣ ΤΩΝ ΕΞΕΤΑΣΕΩΝ xyxy=(1394,730,1552,760)
paragraph: Η Η δημοσιευθεῖσα στὴν ἐφημερίδα τῆς Κυβερνήσεως ἀπόφασις τοῦ Ὑπουργοῦ τῶν Συγκοινωνιῶν, διὰ τῆς ὁποίας καθίσταται δυνατὴ ἡ χορήγησις ἐπαγγελματικῶν ἀδειῶν διὰ τοὺς ἐπαναπατριζομένους Αἰγυπτιώτας ὁδηγούς, ἀποτελεῖ εὐχάριστον εἴδησιν. xyxy=(544,1058,804,1216)
column-4-text: φαινόμεθα νὰ καταφύγῃ τὸν ἀντίρρησις τῶν τόσου κοινοῦ ἐσωτερικοῦ πρόσωπο καὶ ἐμμέσου Αἰγύπτου. * * * ΤΑ ΑΘΗΝΑΙΚΑ ΤΑΞΙ Θαυμάσια ἔπραξε ἡ Ἑλληνικὴ Κυβέρνησις ποὺ ἔδωσε ὁδηγίας πρὸς τοὺς ἐπισκέπτας τῆς Ἀθήνας καὶ μία ποὺ ἡ Ἑλληνικὴ Κυβέρνησις θὰ διαθέτῃ πλείστους ὁδηγοὺς ταξί. Γιὰ πρώτη φορὰ μάλιστα ἐπισκέπτες ἀπὸ τὴν Αἴγυπτο μπορεῖ νὰ παραλάβουν ταξί στὸ ἀεροδρόμιο μὲ λογικὴν τιμήν. Στὸ λιμάνι τοῦ Πειραιῶς ὅμως ἡ ἴδια διαδικασία ἀκόμη δὲν ἐφαρμόζεται. Οἱ ταξιτζῆδες ζητοῦν ὑπέρογκα ποσά. * * * ΟΙ ΣΥΓΧΩΝΕΥΣΕΙΣ Ἐνα τὸ σχέδιο τῆς παροικίας, χάριν συγχωνεύσεως τῶν μέχρι σήμερον χωριστῶν Ἑλληνικῶν ἰδρυμάτων, ἐτέθη στὴν κρίσιν τῶν ἀρμοδίων. Εἶναι γνωστὸ ὅτι ἡ παροικία διαθέτει σήμερον πάρα πολλὰ σωματεῖα καὶ λέσχες, τὰ ὁποῖα πρέπει νὰ ἑνωθοῦν ὥστε νὰ ἀποφευχθῇ ἡ διασπορά. Εἶναι ζωτικὸ γιὰ τὴν παροικία νὰ συνενωθοῦν οἱ δυνάμεις καὶ οἱ πόροι. Ἔτσι θὰ ἐξασφαλισθῇ ἡ ἐπιβίωσις τῶν ἰδρυμάτων. * * * ΕΝΑ ΜΝΗΜΟΣΥΝΟΝ Εἶναι πρὸς τιμὴν τοῦ ἐκπαιδευτικοῦ μας σώματος, τὸ ὅτι, τελείως ἀθορύβως ἐτελέσθη μνημόσυνον εἰς μνήμην τοῦ ἀειμνήστου καθηγητοῦ ποὺ δίδαξε ἐπὶ σειρὰν ἐτῶν στὰ Ἑλληνικὰ σχολεῖα τῆς Αἰγύπτου. Ὁ ἐκλιπὼν ὑπῆρξε ὑπόδειγμα δασκάλου καὶ ἀνθρώπου. Οἱ μαθηταί του θὰ τὸν θυμοῦνται πάντα μὲ σεβασμὸ καὶ ἀγάπη. * * * ΕΝΘΑΡΡΥΝΤΙΚΑ Τους παλαιοὺς καλοὺς καιρούς, ὁ τουρισμὸς τῆς Αἰγύπτου παρουσίαζε μεγάλην ἄνθησιν. Σήμερον ὅμως παρατηρεῖται νέα αὔξησις τῶν ἐπισκεπτῶν. Ἡ Κυβέρνησις ἀνακοίνωσε ὅτι ἀπὸ τὰς ἀρχὰς τοῦ ἔτους ἀφίχθησαν 11.100—1.200 τουρίσται. xyxy=(814,230,1074,1311)
airline-model: «VISCOUNT» xyxy=(167,1999,382,2029)
column-3 xyxy=(544,230,804,2216)
section-heading: Η ΣΗΜΕΡΙΝΗ ΣΥΝΕΛΕΥΣΙΣ xyxy=(1106,327,1328,343)
